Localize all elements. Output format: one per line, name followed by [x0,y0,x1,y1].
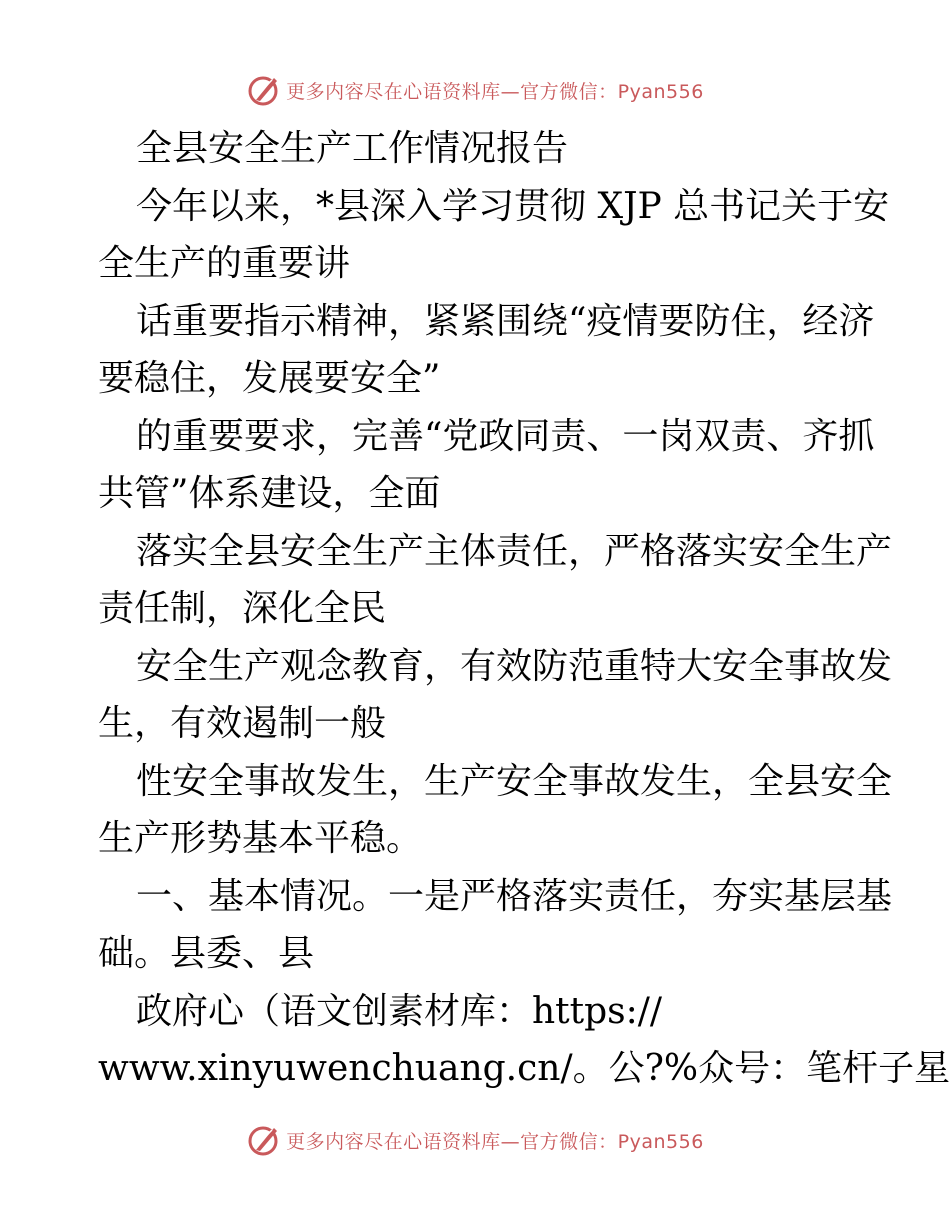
paragraph-line: 政府心（语文创素材库：https:// [136,990,663,1032]
header-banner [0,70,950,110]
paragraph-line: 话重要指示精神，紧紧围绕“疫情要防住，经济 [136,300,875,342]
paragraph-line: 的重要要求，完善“党政同责、一岗双责、齐抓 [136,415,875,457]
paragraph-line: 今年以来，*县深入学习贯彻 XJP 总书记关于安 [136,185,890,227]
paragraph-line: 落实全县安全生产主体责任，严格落实安全生产 [136,530,893,572]
header-banner-text: 更多内容尽在心语资料库—官方微信：Pyan556 [286,80,704,103]
paragraph-line: 安全生产观念教育，有效防范重特大安全事故发 [136,645,893,687]
paragraph-line: 要稳住，发展要安全” [98,358,441,399]
paragraph-line: 性安全事故发生，生产安全事故发生，全县安全 [136,760,893,802]
paragraph-line: 础。县委、县 [98,933,315,974]
paragraph-line: 生，有效遏制一般 [98,703,387,744]
paragraph-line: 责任制，深化全民 [98,588,387,629]
quill-pen-circle-icon [246,1122,282,1158]
paragraph-line: www.xinyuwenchuang.cn/。公?%众号：笔杆子星 [98,1048,950,1089]
footer-banner-text: 更多内容尽在心语资料库—官方微信：Pyan556 [286,1130,704,1153]
document-body [98,120,950,1098]
paragraph-line: 生产形势基本平稳。 [98,818,423,859]
quill-pen-circle-icon [246,72,282,108]
document-title: 全县安全生产工作情况报告 [136,128,569,169]
footer-banner [0,1120,950,1160]
paragraph-line: 一、基本情况。一是严格落实责任，夯实基层基 [136,875,893,917]
paragraph-line: 全生产的重要讲 [98,243,351,284]
paragraph-line: 共管”体系建设，全面 [98,473,441,514]
